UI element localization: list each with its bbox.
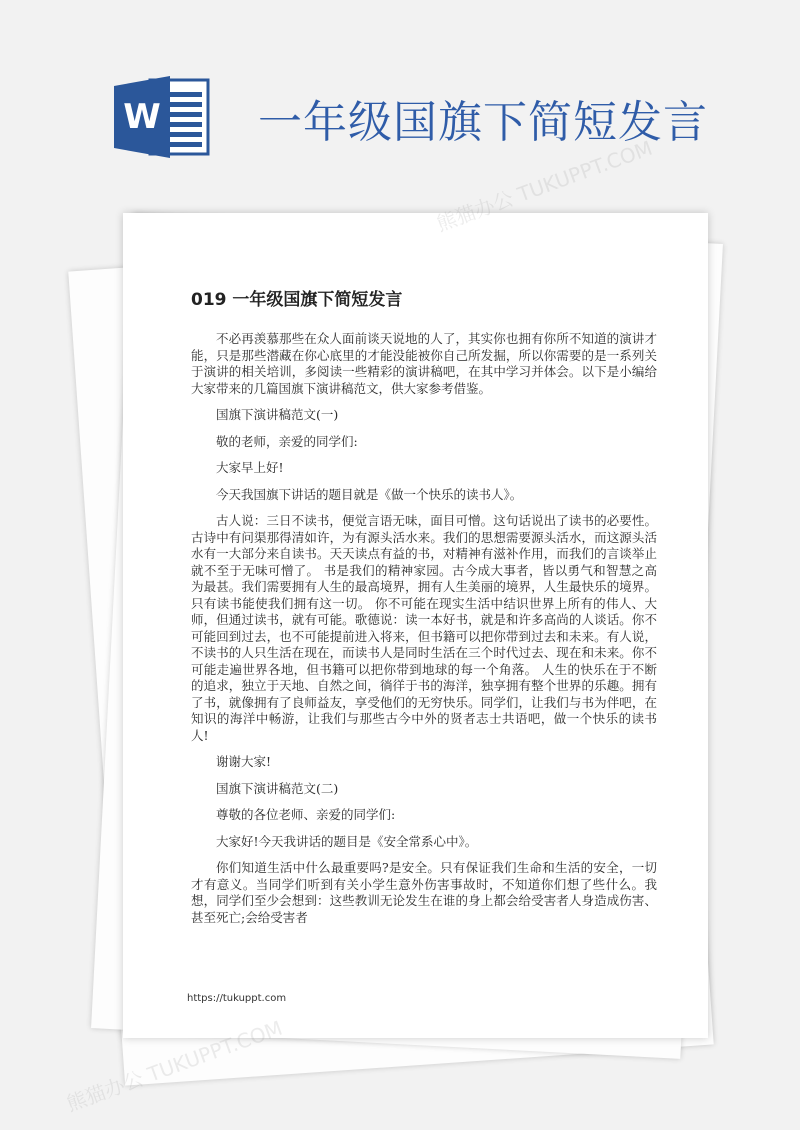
header-banner	[0, 0, 800, 200]
document-title: 019 一年级国旗下简短发言	[191, 290, 403, 310]
footer-link[interactable]: https://tukuppt.com	[187, 993, 287, 1004]
greeting-1: 大家早上好!	[216, 460, 284, 475]
topic-line-1: 今天我国旗下讲话的题目就是《做一个快乐的读书人》。	[216, 486, 523, 502]
logo-letter: W	[123, 97, 161, 137]
document-body	[191, 331, 657, 936]
speech-body-2: 你们知道生活中什么最重要吗?是安全。只有保证我们生命和生活的安全，一切才有意义。当同学们听到有关小学生意外伤害事故时，不知道你们想了些什么。我想，同学们至少会想到：这些教训无论发生在谁的身上都会给受害者人身造成伤害、甚至死亡;会给受害者	[191, 860, 657, 925]
document-page	[123, 213, 708, 1038]
section-heading-1: 国旗下演讲稿范文(一)	[216, 407, 339, 422]
watermark: 熊猫办公 TUKUPPT.COM	[433, 135, 656, 237]
intro-paragraph: 不必再羡慕那些在众人面前谈天说地的人了，其实你也拥有你所不知道的演讲才能，只是那些潜藏在你心底里的才能没能被你自己所发掘，所以你需要的是一系列关于演讲的相关培训，多阅读一些精彩的演讲稿吧，在其中学习并体会。以下是小编给大家带来的几篇国旗下演讲稿范文，供大家参考借鉴。	[191, 331, 657, 396]
topic-line-2: 大家好!今天我讲话的题目是《安全常系心中》。	[216, 833, 478, 849]
salutation-1: 敬的老师，亲爱的同学们:	[216, 433, 358, 449]
closing-1: 谢谢大家!	[216, 754, 272, 769]
salutation-2: 尊敬的各位老师、亲爱的同学们:	[216, 807, 396, 822]
word-document-icon	[112, 72, 212, 162]
speech-body-1: 古人说：三日不读书，便觉言语无味，面目可憎。这句话说出了读书的必要性。古诗中有问渠那得清如许，为有源头活水来。我们的思想需要源头活水，而这源头活水有一大部分来自读书。天天读点有益的书，对精神有滋补作用，而我们的言谈举止就不至于无味可憎了。 书是我们的精神家园。古今成大事者，皆以勇气和智慧之高为最甚。我们需要拥有人生的最高境界，拥有人生美丽的境界，人生最快乐的境界。只有读书能使我们拥有这一切。 你不可能在现实生活中结识世界上所有的伟人、大师，但通过读书，就有可能。歌德说：读一本好书，就是和许多高尚的人谈话。你不可能回到过去，也不可能提前进入将来，但书籍可以把你带到过去和未来。有人说，不读书的人只生活在现在，而读书人是同时生活在三个时代过去、现在和未来。你不可能走遍世界各地，但书籍可以把你带到地球的每一个角落。 人生的快乐在于不断的追求，独立于天地、自然之间，徜徉于书的海洋，独享拥有整个世界的乐趣。拥有了书，就像拥有了良师益友，享受他们的无穷快乐。同学们，让我们与书为伴吧，在知识的海洋中畅游，让我们与那些古今中外的贤者志士共语吧，做一个快乐的读书人!	[191, 513, 657, 743]
watermark: 熊猫办公	[63, 1066, 147, 1117]
section-heading-2: 国旗下演讲稿范文(二)	[216, 780, 339, 796]
banner-title: 一年级国旗下简短发言	[258, 97, 708, 148]
